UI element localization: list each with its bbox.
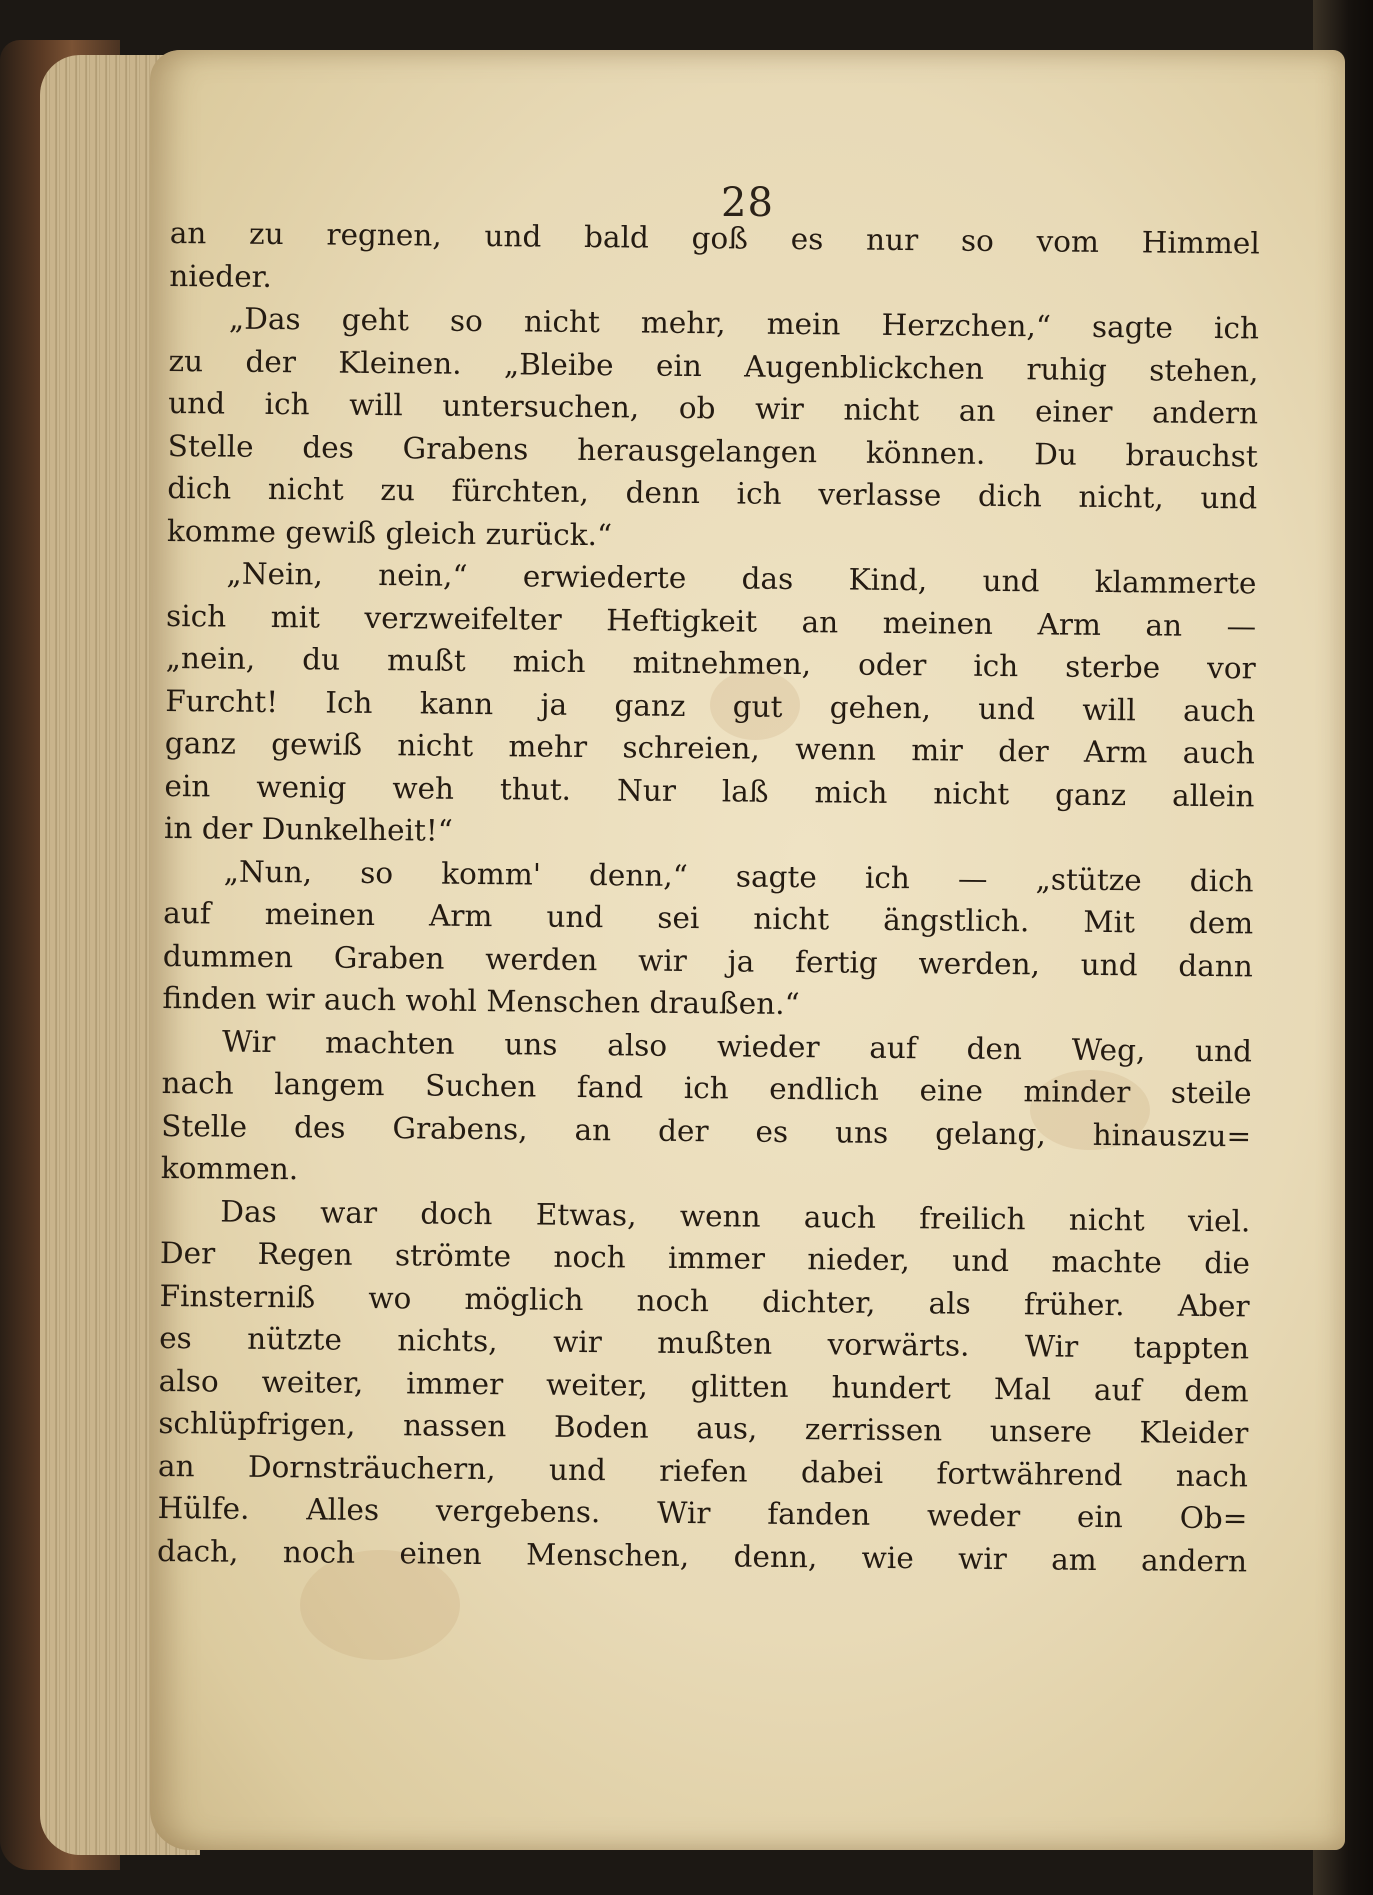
text-line: in der Dunkelheit!“ (163, 810, 453, 848)
text-line: schlüpfrigen, nassen Boden aus, zerrissen unsere Kleider (158, 1405, 1249, 1451)
text-line: und ich will untersuchen, ob wir nicht an einer andern (168, 385, 1259, 431)
text-line: Furcht! Ich kann ja ganz gut gehen, und will auch (165, 683, 1256, 728)
text-line: sich mit verzweifelter Heftigkeit an meinen Arm an — (165, 598, 1257, 643)
text-line: kommen. (160, 1150, 299, 1187)
text-line: Hülfe. Alles vergebens. Wir fanden weder ein Ob= (157, 1490, 1248, 1536)
text-line: komme gewiß gleich zurück.“ (166, 513, 613, 552)
text-line: „Nun, so komm' denn,“ sagte ich — „stütze dich (223, 854, 1254, 898)
text-line: es nützte nichts, wir mußten vorwärts. Wir tappten (159, 1320, 1250, 1366)
text-line: Das war doch Etwas, wenn auch freilich nicht viel. (220, 1194, 1251, 1238)
text-line: Stelle des Grabens herausgelangen können. Du brauchst (167, 428, 1258, 473)
text-line: „nein, du mußt mich mitnehmen, oder ich sterbe vor (165, 640, 1256, 686)
text-line: an zu regnen, und bald goß es nur so vom Himmel (169, 215, 1260, 261)
text-line: an Dornsträuchern, und riefen dabei fortwährend nach (157, 1448, 1249, 1493)
text-line: nach langem Suchen fand ich endlich eine minder steile (161, 1065, 1252, 1111)
text-line: also weiter, immer weiter, glitten hundert Mal auf dem (158, 1363, 1249, 1408)
text-line: Wir machten uns also wieder auf den Weg, und (221, 1024, 1253, 1068)
text-line: Der Regen strömte noch immer nieder, und machte die (159, 1235, 1251, 1281)
page-number: 28 (721, 180, 774, 226)
text-line: dummen Graben werden wir ja fertig werden, und dann (162, 938, 1253, 983)
text-line: dach, noch einen Menschen, denn, wie wir am andern (156, 1533, 1248, 1578)
text-line: ein wenig weh thut. Nur laß mich nicht ganz allein (164, 768, 1255, 813)
text-line: „Das geht so nicht mehr, mein Herzchen,“ sagte ich (228, 301, 1260, 346)
text-line: dich nicht zu fürchten, denn ich verlasse dich nicht, und (167, 470, 1258, 516)
text-line: „Nein, nein,“ erwiederte das Kind, und klammerte (226, 556, 1257, 601)
text-line: ganz gewiß nicht mehr schreien, wenn mir der Arm auch (164, 725, 1256, 771)
text-line: zu der Kleinen. „Bleibe ein Augenblickchen ruhig stehen, (168, 343, 1259, 388)
body-text (157, 212, 1260, 1582)
text-line: nieder. (169, 258, 273, 294)
text-line: Stelle des Grabens, an der es uns gelang, hinauszu= (161, 1108, 1252, 1153)
text-line: Finsterniß wo möglich noch dichter, als früher. Aber (159, 1278, 1250, 1323)
text-line: finden wir auch wohl Menschen draußen.“ (162, 980, 800, 1022)
text-line: auf meinen Arm und sei nicht ängstlich. Mit dem (163, 895, 1254, 941)
